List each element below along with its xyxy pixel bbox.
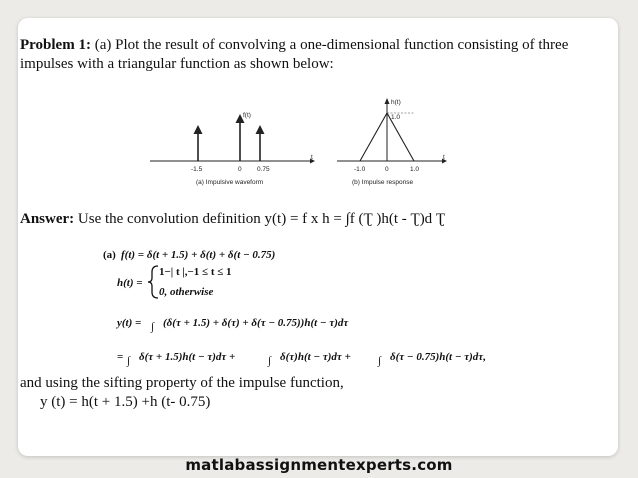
sifting-text: and using the sifting property of the impulse function, xyxy=(20,375,344,391)
problem-label: Problem 1: xyxy=(20,37,91,53)
impulse-waveform-figure xyxy=(150,112,315,186)
eq-line4-lhs: = xyxy=(117,351,124,363)
eq-line4-term2: δ(τ)h(t − τ)dτ + xyxy=(280,351,351,363)
figure-b-peak-label: 1.0 xyxy=(391,114,401,121)
figure-b-tick-3: 1.0 xyxy=(410,166,420,173)
eq-line1-prefix: (a) xyxy=(103,249,116,261)
footer-site-name: matlabassignmentexperts.com xyxy=(185,456,453,474)
figure-b-y-arrow xyxy=(385,98,390,104)
integral-sign-4: ∫ xyxy=(378,355,382,367)
figure-b-y-label: h(t) xyxy=(391,99,401,106)
eq-h-case2: 0, otherwise xyxy=(159,286,214,298)
eq-y-lhs: y(t) = xyxy=(117,317,142,329)
eq-h-case1: 1−| t |,−1 ≤ t ≤ 1 xyxy=(159,266,232,278)
figure-a-caption: (a) Impulsive waveform xyxy=(196,179,264,186)
figure-a-tick-1: -1.5 xyxy=(191,166,203,173)
answer-text: Use the convolution definition y(t) = f x h = ∫f (Ʈ )h(t - Ʈ)d Ʈ xyxy=(74,211,446,227)
answer-statement xyxy=(20,210,585,229)
impulse-0-75-arrowhead xyxy=(256,125,265,134)
figure-b-tick-2: 0 xyxy=(385,166,389,173)
figure-b-caption: (b) Impulse response xyxy=(352,179,414,186)
eq-line4-term1: δ(τ + 1.5)h(t − τ)dτ + xyxy=(139,351,236,363)
eq-f-definition: f(t) = δ(t + 1.5) + δ(t) + δ(t − 0.75) xyxy=(121,249,276,261)
impulse-response-figure xyxy=(337,98,447,186)
figure-a-y-label: f(t) xyxy=(243,112,251,119)
figure-a-tick-3: 0.75 xyxy=(257,166,270,173)
figure-b-x-label: t xyxy=(443,154,445,161)
equations-block xyxy=(103,249,486,367)
eq-line4-term3: δ(τ − 0.75)h(t − τ)dτ, xyxy=(390,351,486,363)
h-case-brace xyxy=(148,266,158,298)
problem-text: (a) Plot the result of convolving a one-dimensional function consisting of three impulses with a triangular function as shown below: xyxy=(20,37,569,72)
figure-a-tick-2: 0 xyxy=(238,166,242,173)
integral-sign-2: ∫ xyxy=(127,355,131,367)
integral-sign-3: ∫ xyxy=(268,355,272,367)
figure-a-x-label: t xyxy=(311,154,313,161)
impulse-minus-1-5-arrowhead xyxy=(194,125,203,134)
eq-y-integrand: (δ(τ + 1.5) + δ(τ) + δ(τ − 0.75))h(t − τ)dτ xyxy=(163,317,349,329)
sifting-result: y (t) = h(t + 1.5) +h (t- 0.75) xyxy=(40,394,211,410)
figure-b-tick-1: -1.0 xyxy=(354,166,366,173)
integral-sign-1: ∫ xyxy=(151,321,155,333)
answer-label: Answer: xyxy=(20,211,75,227)
eq-h-lhs: h(t) = xyxy=(117,277,143,289)
